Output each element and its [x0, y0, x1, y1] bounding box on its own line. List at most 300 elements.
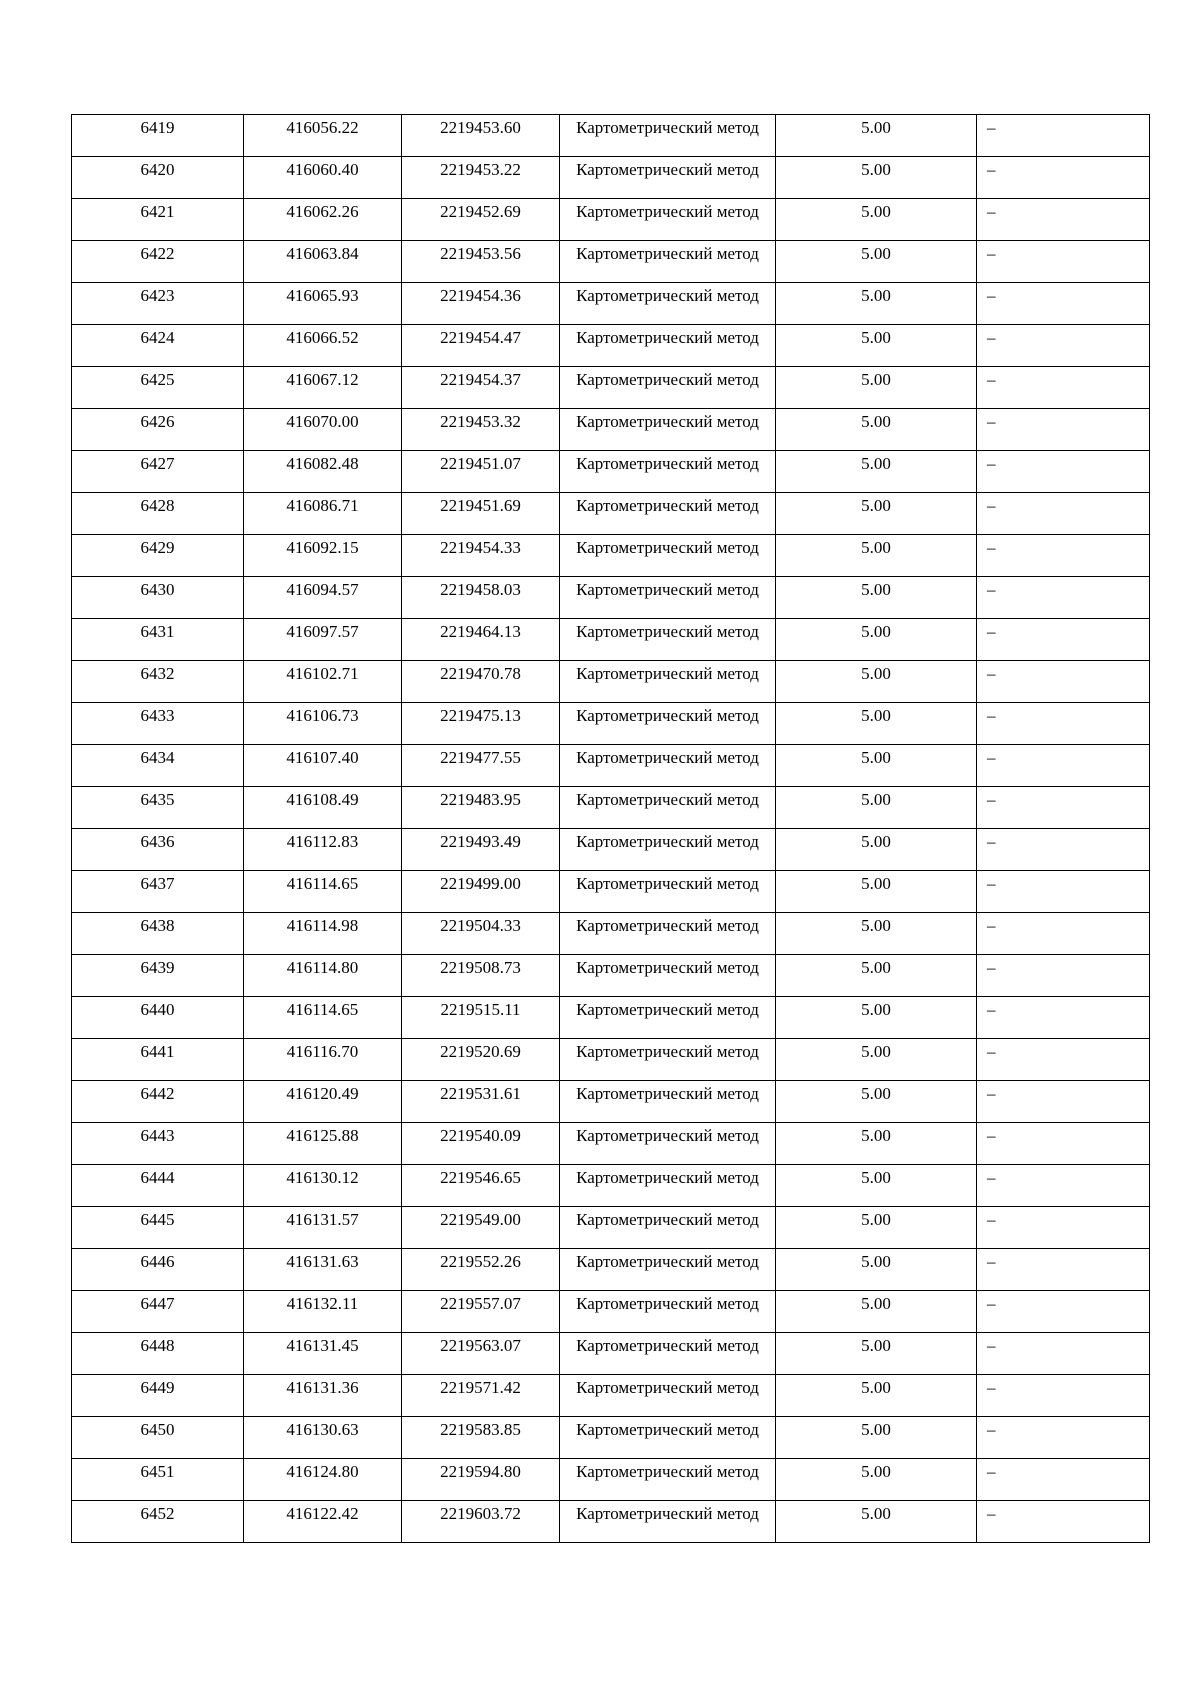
note-cell-text: – — [987, 202, 996, 221]
method-cell — [560, 745, 776, 787]
x-coordinate-cell — [244, 703, 402, 745]
method-cell — [560, 1417, 776, 1459]
accuracy-cell-text: 5.00 — [861, 1252, 891, 1271]
note-cell — [977, 1501, 1150, 1543]
point-number-cell — [72, 367, 244, 409]
y-coordinate-cell — [402, 1039, 560, 1081]
point-number-cell — [72, 619, 244, 661]
y-coordinate-cell — [402, 199, 560, 241]
accuracy-cell — [776, 1333, 977, 1375]
point-number-cell-text: 6438 — [140, 916, 175, 935]
y-coordinate-cell — [402, 325, 560, 367]
note-cell-text: – — [987, 538, 996, 557]
note-cell-text: – — [987, 328, 996, 347]
point-number-cell — [72, 661, 244, 703]
note-cell — [977, 703, 1150, 745]
accuracy-cell-text: 5.00 — [861, 1000, 891, 1019]
y-coordinate-cell — [402, 1081, 560, 1123]
point-number-cell-text: 6447 — [140, 1294, 175, 1313]
x-coordinate-cell-text: 416094.57 — [286, 580, 359, 599]
note-cell-text: – — [987, 1378, 996, 1397]
y-coordinate-cell — [402, 829, 560, 871]
x-coordinate-cell-text: 416070.00 — [286, 412, 359, 431]
x-coordinate-cell-text: 416056.22 — [286, 118, 359, 137]
y-coordinate-cell-text: 2219477.55 — [440, 748, 521, 767]
note-cell-text: – — [987, 580, 996, 599]
method-cell-text: Картометрический метод — [576, 160, 759, 179]
accuracy-cell-text: 5.00 — [861, 202, 891, 221]
x-coordinate-cell — [244, 619, 402, 661]
accuracy-cell-text: 5.00 — [861, 538, 891, 557]
method-cell-text: Картометрический метод — [576, 286, 759, 305]
point-number-cell-text: 6433 — [140, 706, 175, 725]
point-number-cell-text: 6451 — [140, 1462, 175, 1481]
x-coordinate-cell-text: 416097.57 — [286, 622, 359, 641]
note-cell — [977, 325, 1150, 367]
point-number-cell — [72, 1081, 244, 1123]
note-cell — [977, 1291, 1150, 1333]
table-row — [72, 829, 1150, 871]
x-coordinate-cell — [244, 745, 402, 787]
method-cell — [560, 1123, 776, 1165]
x-coordinate-cell-text: 416122.42 — [286, 1504, 359, 1523]
note-cell — [977, 787, 1150, 829]
accuracy-cell-text: 5.00 — [861, 496, 891, 515]
method-cell-text: Картометрический метод — [576, 580, 759, 599]
point-number-cell-text: 6437 — [140, 874, 175, 893]
point-number-cell-text: 6422 — [140, 244, 175, 263]
point-number-cell-text: 6428 — [140, 496, 175, 515]
point-number-cell-text: 6420 — [140, 160, 175, 179]
y-coordinate-cell-text: 2219475.13 — [440, 706, 521, 725]
table-row — [72, 997, 1150, 1039]
x-coordinate-cell — [244, 577, 402, 619]
point-number-cell — [72, 535, 244, 577]
note-cell-text: – — [987, 1504, 996, 1523]
accuracy-cell-text: 5.00 — [861, 874, 891, 893]
accuracy-cell — [776, 367, 977, 409]
x-coordinate-cell-text: 416065.93 — [286, 286, 359, 305]
x-coordinate-cell — [244, 1459, 402, 1501]
accuracy-cell — [776, 1039, 977, 1081]
point-number-cell — [72, 913, 244, 955]
x-coordinate-cell — [244, 1039, 402, 1081]
y-coordinate-cell-text: 2219493.49 — [440, 832, 521, 851]
y-coordinate-cell-text: 2219508.73 — [440, 958, 521, 977]
y-coordinate-cell — [402, 1291, 560, 1333]
note-cell — [977, 577, 1150, 619]
note-cell — [977, 871, 1150, 913]
y-coordinate-cell-text: 2219454.47 — [440, 328, 521, 347]
point-number-cell-text: 6431 — [140, 622, 175, 641]
x-coordinate-cell-text: 416063.84 — [286, 244, 359, 263]
table-row — [72, 409, 1150, 451]
table-row — [72, 1039, 1150, 1081]
note-cell — [977, 913, 1150, 955]
accuracy-cell — [776, 1165, 977, 1207]
note-cell — [977, 451, 1150, 493]
method-cell-text: Картометрический метод — [576, 958, 759, 977]
y-coordinate-cell — [402, 1333, 560, 1375]
x-coordinate-cell-text: 416112.83 — [286, 832, 359, 851]
x-coordinate-cell — [244, 409, 402, 451]
x-coordinate-cell-text: 416062.26 — [286, 202, 359, 221]
x-coordinate-cell — [244, 283, 402, 325]
note-cell-text: – — [987, 958, 996, 977]
y-coordinate-cell-text: 2219499.00 — [440, 874, 521, 893]
accuracy-cell-text: 5.00 — [861, 790, 891, 809]
method-cell — [560, 241, 776, 283]
note-cell — [977, 241, 1150, 283]
accuracy-cell — [776, 115, 977, 157]
note-cell — [977, 199, 1150, 241]
x-coordinate-cell-text: 416130.63 — [286, 1420, 359, 1439]
accuracy-cell — [776, 1501, 977, 1543]
note-cell — [977, 1165, 1150, 1207]
point-number-cell — [72, 577, 244, 619]
table-row — [72, 1123, 1150, 1165]
method-cell — [560, 367, 776, 409]
y-coordinate-cell — [402, 1123, 560, 1165]
accuracy-cell — [776, 157, 977, 199]
accuracy-cell — [776, 913, 977, 955]
accuracy-cell-text: 5.00 — [861, 706, 891, 725]
method-cell-text: Картометрический метод — [576, 1420, 759, 1439]
y-coordinate-cell-text: 2219470.78 — [440, 664, 521, 683]
note-cell — [977, 157, 1150, 199]
accuracy-cell-text: 5.00 — [861, 1462, 891, 1481]
point-number-cell — [72, 1249, 244, 1291]
y-coordinate-cell — [402, 535, 560, 577]
point-number-cell-text: 6440 — [140, 1000, 175, 1019]
accuracy-cell-text: 5.00 — [861, 580, 891, 599]
note-cell — [977, 1207, 1150, 1249]
x-coordinate-cell — [244, 1207, 402, 1249]
x-coordinate-cell-text: 416107.40 — [286, 748, 359, 767]
note-cell — [977, 1249, 1150, 1291]
method-cell — [560, 703, 776, 745]
note-cell-text: – — [987, 790, 996, 809]
point-number-cell — [72, 451, 244, 493]
method-cell-text: Картометрический метод — [576, 1294, 759, 1313]
y-coordinate-cell-text: 2219531.61 — [440, 1084, 521, 1103]
method-cell — [560, 955, 776, 997]
point-number-cell — [72, 409, 244, 451]
x-coordinate-cell-text: 416131.57 — [286, 1210, 359, 1229]
x-coordinate-cell-text: 416116.70 — [286, 1042, 359, 1061]
point-number-cell — [72, 1417, 244, 1459]
accuracy-cell-text: 5.00 — [861, 1126, 891, 1145]
x-coordinate-cell — [244, 1081, 402, 1123]
y-coordinate-cell-text: 2219546.65 — [440, 1168, 521, 1187]
y-coordinate-cell-text: 2219520.69 — [440, 1042, 521, 1061]
x-coordinate-cell-text: 416131.45 — [286, 1336, 359, 1355]
note-cell — [977, 745, 1150, 787]
x-coordinate-cell — [244, 367, 402, 409]
point-number-cell — [72, 1039, 244, 1081]
x-coordinate-cell-text: 416114.65 — [286, 1000, 359, 1019]
point-number-cell-text: 6439 — [140, 958, 175, 977]
y-coordinate-cell — [402, 493, 560, 535]
table-row — [72, 703, 1150, 745]
point-number-cell — [72, 157, 244, 199]
table-row — [72, 283, 1150, 325]
note-cell-text: – — [987, 664, 996, 683]
point-number-cell-text: 6444 — [140, 1168, 175, 1187]
y-coordinate-cell-text: 2219453.56 — [440, 244, 521, 263]
table-row — [72, 1291, 1150, 1333]
x-coordinate-cell — [244, 1123, 402, 1165]
y-coordinate-cell-text: 2219453.32 — [440, 412, 521, 431]
point-number-cell — [72, 1207, 244, 1249]
method-cell — [560, 577, 776, 619]
y-coordinate-cell — [402, 1165, 560, 1207]
note-cell-text: – — [987, 286, 996, 305]
accuracy-cell-text: 5.00 — [861, 1504, 891, 1523]
point-number-cell-text: 6432 — [140, 664, 175, 683]
method-cell — [560, 1165, 776, 1207]
table-row — [72, 1207, 1150, 1249]
method-cell-text: Картометрический метод — [576, 1252, 759, 1271]
point-number-cell — [72, 283, 244, 325]
note-cell-text: – — [987, 1168, 996, 1187]
x-coordinate-cell — [244, 325, 402, 367]
method-cell — [560, 619, 776, 661]
x-coordinate-cell-text: 416082.48 — [286, 454, 359, 473]
method-cell-text: Картометрический метод — [576, 1378, 759, 1397]
table-row — [72, 1165, 1150, 1207]
point-number-cell — [72, 1165, 244, 1207]
accuracy-cell — [776, 283, 977, 325]
y-coordinate-cell-text: 2219557.07 — [440, 1294, 521, 1313]
method-cell — [560, 829, 776, 871]
method-cell-text: Картометрический метод — [576, 1336, 759, 1355]
y-coordinate-cell — [402, 997, 560, 1039]
accuracy-cell — [776, 1249, 977, 1291]
y-coordinate-cell — [402, 703, 560, 745]
point-number-cell-text: 6425 — [140, 370, 175, 389]
y-coordinate-cell-text: 2219515.11 — [440, 1000, 521, 1019]
note-cell-text: – — [987, 454, 996, 473]
accuracy-cell — [776, 535, 977, 577]
x-coordinate-cell — [244, 913, 402, 955]
method-cell-text: Картометрический метод — [576, 874, 759, 893]
method-cell — [560, 157, 776, 199]
accuracy-cell-text: 5.00 — [861, 1336, 891, 1355]
y-coordinate-cell — [402, 913, 560, 955]
method-cell-text: Картометрический метод — [576, 496, 759, 515]
y-coordinate-cell-text: 2219452.69 — [440, 202, 521, 221]
x-coordinate-cell — [244, 661, 402, 703]
point-number-cell-text: 6426 — [140, 412, 175, 431]
accuracy-cell — [776, 955, 977, 997]
y-coordinate-cell — [402, 367, 560, 409]
accuracy-cell-text: 5.00 — [861, 1042, 891, 1061]
note-cell — [977, 997, 1150, 1039]
point-number-cell-text: 6436 — [140, 832, 175, 851]
table-row — [72, 955, 1150, 997]
method-cell — [560, 1375, 776, 1417]
note-cell-text: – — [987, 118, 996, 137]
y-coordinate-cell-text: 2219451.69 — [440, 496, 521, 515]
note-cell-text: – — [987, 916, 996, 935]
accuracy-cell — [776, 829, 977, 871]
y-coordinate-cell-text: 2219549.00 — [440, 1210, 521, 1229]
x-coordinate-cell-text: 416086.71 — [286, 496, 359, 515]
accuracy-cell-text: 5.00 — [861, 958, 891, 977]
x-coordinate-cell-text: 416131.63 — [286, 1252, 359, 1271]
x-coordinate-cell — [244, 871, 402, 913]
method-cell — [560, 871, 776, 913]
accuracy-cell — [776, 1417, 977, 1459]
x-coordinate-cell — [244, 787, 402, 829]
point-number-cell — [72, 1291, 244, 1333]
x-coordinate-cell — [244, 241, 402, 283]
table-row — [72, 493, 1150, 535]
accuracy-cell-text: 5.00 — [861, 244, 891, 263]
y-coordinate-cell-text: 2219454.37 — [440, 370, 521, 389]
point-number-cell-text: 6421 — [140, 202, 175, 221]
accuracy-cell-text: 5.00 — [861, 412, 891, 431]
note-cell-text: – — [987, 1462, 996, 1481]
table-row — [72, 1417, 1150, 1459]
accuracy-cell-text: 5.00 — [861, 1210, 891, 1229]
note-cell-text: – — [987, 1084, 996, 1103]
method-cell — [560, 409, 776, 451]
y-coordinate-cell-text: 2219540.09 — [440, 1126, 521, 1145]
point-number-cell — [72, 1375, 244, 1417]
accuracy-cell — [776, 745, 977, 787]
y-coordinate-cell — [402, 1417, 560, 1459]
table-row — [72, 577, 1150, 619]
y-coordinate-cell — [402, 1207, 560, 1249]
method-cell — [560, 787, 776, 829]
x-coordinate-cell — [244, 451, 402, 493]
y-coordinate-cell-text: 2219453.22 — [440, 160, 521, 179]
note-cell-text: – — [987, 706, 996, 725]
x-coordinate-cell-text: 416108.49 — [286, 790, 359, 809]
point-number-cell-text: 6441 — [140, 1042, 175, 1061]
point-number-cell — [72, 955, 244, 997]
method-cell-text: Картометрический метод — [576, 1042, 759, 1061]
note-cell — [977, 535, 1150, 577]
note-cell-text: – — [987, 832, 996, 851]
x-coordinate-cell-text: 416102.71 — [286, 664, 359, 683]
x-coordinate-cell-text: 416067.12 — [286, 370, 359, 389]
accuracy-cell-text: 5.00 — [861, 1168, 891, 1187]
note-cell-text: – — [987, 160, 996, 179]
x-coordinate-cell-text: 416092.15 — [286, 538, 359, 557]
point-number-cell — [72, 1123, 244, 1165]
point-number-cell-text: 6449 — [140, 1378, 175, 1397]
x-coordinate-cell-text: 416120.49 — [286, 1084, 359, 1103]
accuracy-cell — [776, 787, 977, 829]
y-coordinate-cell — [402, 955, 560, 997]
table-row — [72, 787, 1150, 829]
method-cell — [560, 535, 776, 577]
y-coordinate-cell — [402, 1459, 560, 1501]
note-cell — [977, 409, 1150, 451]
x-coordinate-cell-text: 416114.65 — [286, 874, 359, 893]
point-number-cell-text: 6435 — [140, 790, 175, 809]
note-cell-text: – — [987, 874, 996, 893]
method-cell-text: Картометрический метод — [576, 370, 759, 389]
accuracy-cell — [776, 703, 977, 745]
method-cell-text: Картометрический метод — [576, 1210, 759, 1229]
method-cell — [560, 1459, 776, 1501]
note-cell — [977, 1039, 1150, 1081]
accuracy-cell — [776, 493, 977, 535]
accuracy-cell-text: 5.00 — [861, 1420, 891, 1439]
accuracy-cell-text: 5.00 — [861, 622, 891, 641]
x-coordinate-cell — [244, 1249, 402, 1291]
point-number-cell-text: 6445 — [140, 1210, 175, 1229]
x-coordinate-cell — [244, 199, 402, 241]
accuracy-cell-text: 5.00 — [861, 1084, 891, 1103]
point-number-cell — [72, 1459, 244, 1501]
accuracy-cell — [776, 241, 977, 283]
method-cell — [560, 283, 776, 325]
accuracy-cell — [776, 199, 977, 241]
x-coordinate-cell — [244, 157, 402, 199]
method-cell-text: Картометрический метод — [576, 832, 759, 851]
point-number-cell-text: 6427 — [140, 454, 175, 473]
point-number-cell — [72, 829, 244, 871]
y-coordinate-cell — [402, 241, 560, 283]
x-coordinate-cell-text: 416066.52 — [286, 328, 359, 347]
point-number-cell — [72, 703, 244, 745]
accuracy-cell-text: 5.00 — [861, 916, 891, 935]
table-row — [72, 1501, 1150, 1543]
method-cell-text: Картометрический метод — [576, 790, 759, 809]
method-cell-text: Картометрический метод — [576, 328, 759, 347]
method-cell — [560, 1333, 776, 1375]
table-row — [72, 157, 1150, 199]
accuracy-cell — [776, 871, 977, 913]
y-coordinate-cell — [402, 1249, 560, 1291]
method-cell — [560, 199, 776, 241]
point-number-cell — [72, 871, 244, 913]
y-coordinate-cell-text: 2219453.60 — [440, 118, 521, 137]
table-row — [72, 199, 1150, 241]
accuracy-cell — [776, 1375, 977, 1417]
method-cell-text: Картометрический метод — [576, 916, 759, 935]
point-number-cell-text: 6430 — [140, 580, 175, 599]
y-coordinate-cell-text: 2219458.03 — [440, 580, 521, 599]
note-cell — [977, 955, 1150, 997]
table-row — [72, 1081, 1150, 1123]
note-cell-text: – — [987, 370, 996, 389]
table-row — [72, 871, 1150, 913]
method-cell — [560, 1501, 776, 1543]
point-number-cell — [72, 1501, 244, 1543]
table-row — [72, 913, 1150, 955]
point-number-cell — [72, 745, 244, 787]
method-cell — [560, 661, 776, 703]
note-cell — [977, 1081, 1150, 1123]
table-row — [72, 451, 1150, 493]
x-coordinate-cell-text: 416124.80 — [286, 1462, 359, 1481]
method-cell — [560, 1207, 776, 1249]
accuracy-cell — [776, 1291, 977, 1333]
y-coordinate-cell — [402, 409, 560, 451]
table-row — [72, 1459, 1150, 1501]
x-coordinate-cell — [244, 115, 402, 157]
note-cell — [977, 1459, 1150, 1501]
method-cell-text: Картометрический метод — [576, 748, 759, 767]
note-cell — [977, 1417, 1150, 1459]
method-cell-text: Картометрический метод — [576, 202, 759, 221]
